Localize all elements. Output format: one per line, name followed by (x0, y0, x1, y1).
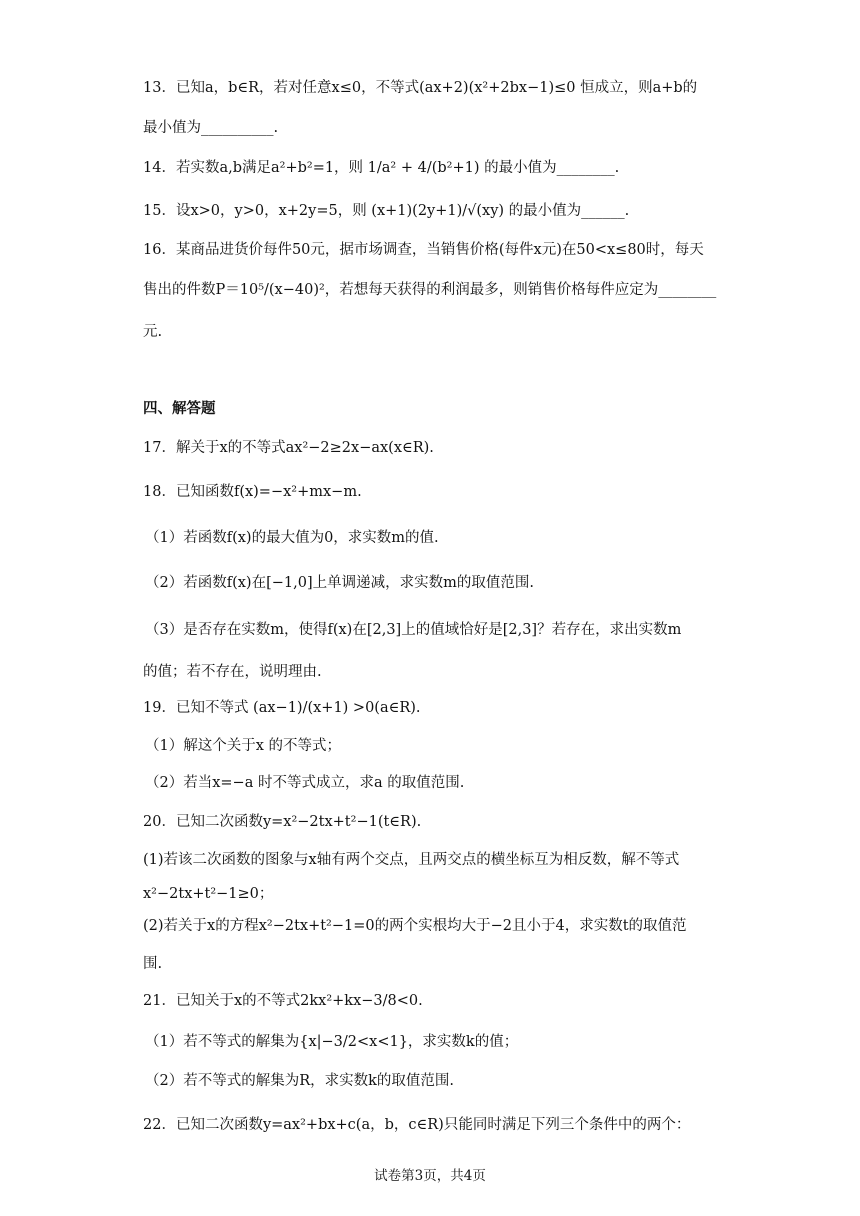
question-22-stem: 22．已知二次函数y=ax²+bx+c(a，b，c∈R)只能同时满足下列三个条件中的两个： (143, 1117, 691, 1133)
section-title-answer-questions: 四、解答题 (143, 401, 216, 417)
question-14: 14．若实数a,b满足a²+b²=1，则 1/a² + 4/(b²+1) 的最小值为________. (143, 160, 620, 176)
question-17: 17．解关于x的不等式ax²−2≥2x−ax(x∈R). (143, 440, 434, 456)
question-18-part-3-line-2: 的值；若不存在，说明理由. (143, 664, 322, 680)
question-16-line-2: 售出的件数P＝10⁵/(x−40)²，若想每天获得的利润最多，则销售价格每件应定为________ (143, 282, 717, 298)
question-21-part-2: （2）若不等式的解集为R，求实数k的取值范围. (145, 1073, 455, 1089)
question-18-stem: 18．已知函数f(x)=−x²+mx−m. (143, 484, 362, 500)
page-footer: 试卷第3页，共4页 (374, 1168, 486, 1184)
question-20-part-1-line-2: x²−2tx+t²−1≥0； (143, 886, 274, 902)
question-18-part-3-line-1: （3）是否存在实数m，使得f(x)在[2,3]上的值域恰好是[2,3]？若存在，求出实数m (145, 622, 682, 638)
question-19-part-2: （2）若当x=−a 时不等式成立，求a 的取值范围. (145, 775, 465, 791)
question-15: 15．设x>0，y>0，x+2y=5，则 (x+1)(2y+1)/√(xy) 的最小值为______. (143, 203, 630, 219)
question-18-part-1: （1）若函数f(x)的最大值为0，求实数m的值. (145, 530, 439, 546)
question-13-line-2: 最小值为__________. (143, 120, 279, 136)
question-21-stem: 21．已知关于x的不等式2kx²+kx−3/8<0. (143, 993, 423, 1009)
question-19-part-1: （1）解这个关于x 的不等式； (145, 738, 342, 754)
question-16-line-1: 16．某商品进货价每件50元，据市场调查，当销售价格(每件x元)在50<x≤80时，每天 (143, 242, 704, 258)
question-20-stem: 20．已知二次函数y=x²−2tx+t²−1(t∈R). (143, 814, 422, 830)
question-16-line-3: 元. (143, 324, 163, 340)
question-20-part-2-line-2: 围. (143, 956, 163, 972)
question-20-part-1-line-1: (1)若该二次函数的图象与x轴有两个交点，且两交点的横坐标互为相反数，解不等式 (143, 852, 680, 868)
question-18-part-2: （2）若函数f(x)在[−1,0]上单调递减，求实数m的取值范围. (145, 575, 534, 591)
question-20-part-2-line-1: (2)若关于x的方程x²−2tx+t²−1=0的两个实根均大于−2且小于4，求实数t的取值范 (143, 918, 687, 934)
question-13-line-1: 13．已知a，b∈R，若对任意x≤0，不等式(ax+2)(x²+2bx−1)≤0 恒成立，则a+b的 (143, 80, 698, 96)
question-19-stem: 19．已知不等式 (ax−1)/(x+1) >0(a∈R). (143, 700, 421, 716)
question-21-part-1: （1）若不等式的解集为{x|−3/2<x<1}，求实数k的值； (145, 1034, 519, 1050)
